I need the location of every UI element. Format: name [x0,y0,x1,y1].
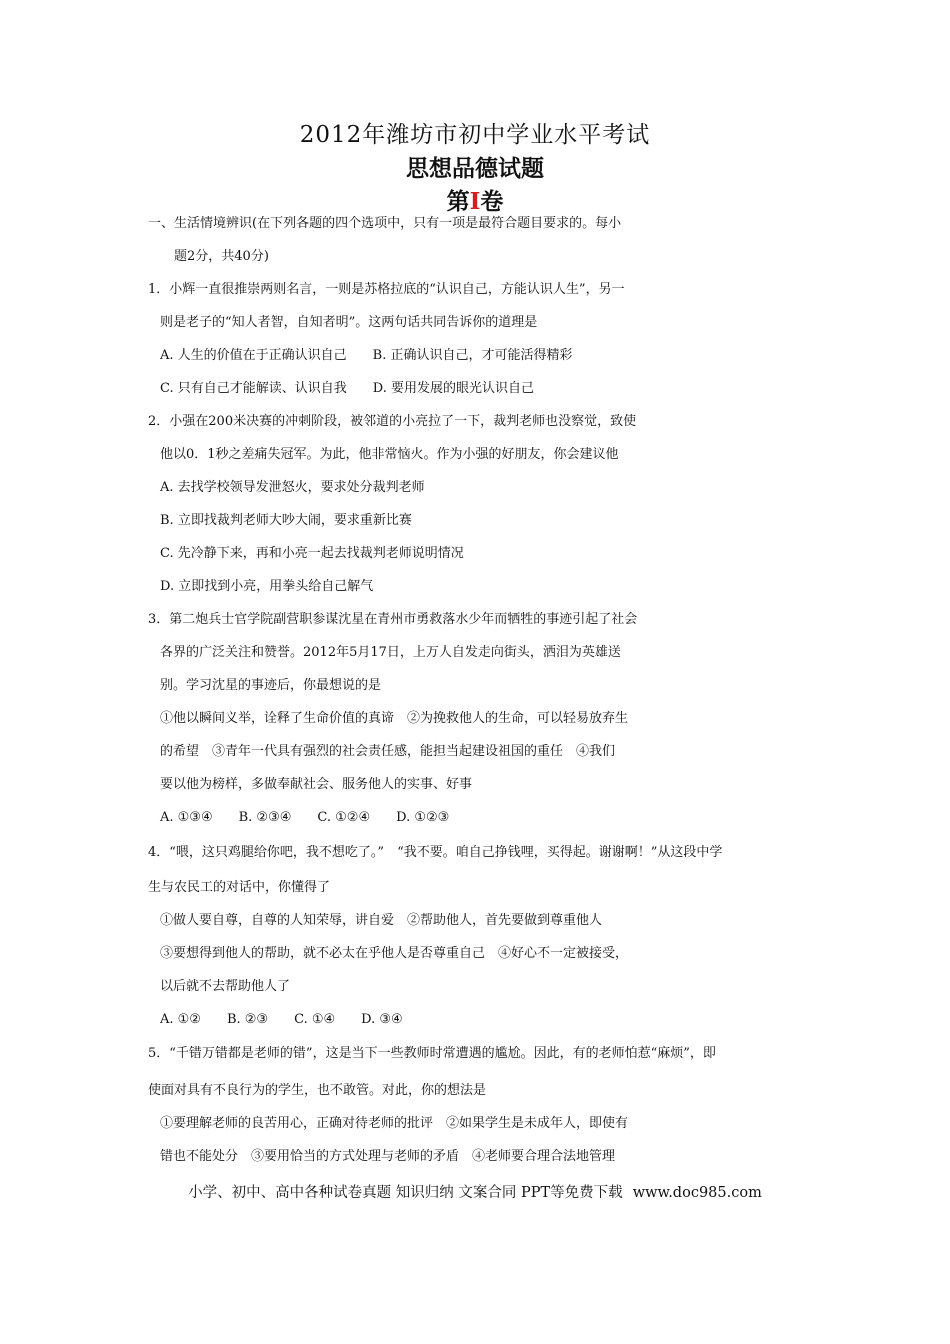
footer-banner [0,1181,950,1202]
question-3-statements: ①他以瞬间义举，诠释了生命价值的真谛 ②为挽救他人的生命，可以轻易放弃生 [160,711,629,726]
volume-heading [0,183,950,216]
exam-title: 2012年潍坊市初中学业水平考试 [299,122,651,148]
volume-suffix: 卷 [480,189,504,215]
question-2-option-a: A. 去找学校领导发泄怒火，要求处分裁判老师 [160,480,425,495]
volume-roman-numeral: I [469,188,481,215]
question-1-options-ab: A. 人生的价值在于正确认识自己 B. 正确认识自己，才可能活得精彩 [160,348,573,363]
question-5-stem: 5．“千错万错都是老师的错”，这是当下一些教师时常遭遇的尴尬。因此，有的老师怕惹“麻烦”，即 [148,1046,716,1061]
question-4-options: A. ①② B. ②③ C. ①④ D. ③④ [160,1012,403,1027]
question-3-stem: 3．第二炮兵士官学院副营职参谋沈星在青州市勇救落水少年而牺牲的事迹引起了社会 [148,612,638,627]
question-2-option-b: B. 立即找裁判老师大吵大闹，要求重新比赛 [160,513,412,528]
question-2-option-d: D. 立即找到小亮，用拳头给自己解气 [160,579,374,594]
question-1-options-cd: C. 只有自己才能解读、认识自我 D. 要用发展的眼光认识自己 [160,381,534,396]
question-3-statements-cont: 的希望 ③青年一代具有强烈的社会责任感，能担当起建设祖国的重任 ④我们 [160,744,616,759]
question-1-stem: 1．小辉一直很推崇两则名言，一则是苏格拉底的“认识自己，方能认识人生”，另一 [148,282,625,297]
section-instruction-cont: 题2分，共40分) [174,249,269,264]
question-3-options: A. ①③④ B. ②③④ C. ①②④ D. ①②③ [160,810,450,825]
question-4-statements: ①做人要自尊，自尊的人知荣辱，讲自爱 ②帮助他人，首先要做到尊重他人 [160,913,603,928]
question-2-stem: 2．小强在200米决赛的冲刺阶段，被邻道的小亮拉了一下，裁判老师也没察觉，致使 [148,414,637,429]
question-4-statements-cont: ③要想得到他人的帮助，就不必太在乎他人是否尊重自己 ④好心不一定被接受， [160,946,629,961]
footer-url-link[interactable]: www.doc985.com [632,1185,762,1201]
question-5-stem-cont: 使面对具有不良行为的学生，也不敢管。对此，你的想法是 [148,1083,487,1098]
question-5-statements-cont: 错也不能处分 ③要用恰当的方式处理与老师的矛盾 ④老师要合理合法地管理 [160,1149,616,1164]
question-3-statements-cont: 要以他为榜样，多做奉献社会、服务他人的实事、好事 [160,777,473,792]
question-5-statements: ①要理解老师的良苦用心，正确对待老师的批评 ②如果学生是未成年人，即使有 [160,1116,629,1131]
volume-prefix: 第 [446,189,470,215]
question-4-stem-cont: 生与农民工的对话中，你懂得了 [148,880,331,895]
question-3-stem-cont: 别。学习沈星的事迹后，你最想说的是 [160,678,382,693]
question-2-stem-cont: 他以0．1秒之差痛失冠军。为此，他非常恼火。作为小强的好朋友，你会建议他 [160,447,619,462]
question-4-stem: 4．“喂，这只鸡腿给你吧，我不想吃了。” “我不要。咱自己挣钱哩，买得起。谢谢啊！”从这段中学 [148,845,723,860]
exam-subtitle: 思想品德试题 [406,156,544,182]
question-4-statements-cont: 以后就不去帮助他人了 [160,979,291,994]
question-1-stem-cont: 则是老子的“知人者智，自知者明”。这两句话共同告诉你的道理是 [160,315,538,330]
section-instruction: 一、生活情境辨识(在下列各题的四个选项中，只有一项是最符合题目要求的。每小 [148,216,622,231]
footer-text: 小学、初中、高中各种试卷真题 知识归纳 文案合同 PPT等免费下载 [188,1185,623,1201]
question-3-stem-cont: 各界的广泛关注和赞誉。2012年5月17日，上万人自发走向街头，洒泪为英雄送 [160,645,621,660]
question-2-option-c: C. 先冷静下来，再和小亮一起去找裁判老师说明情况 [160,546,464,561]
